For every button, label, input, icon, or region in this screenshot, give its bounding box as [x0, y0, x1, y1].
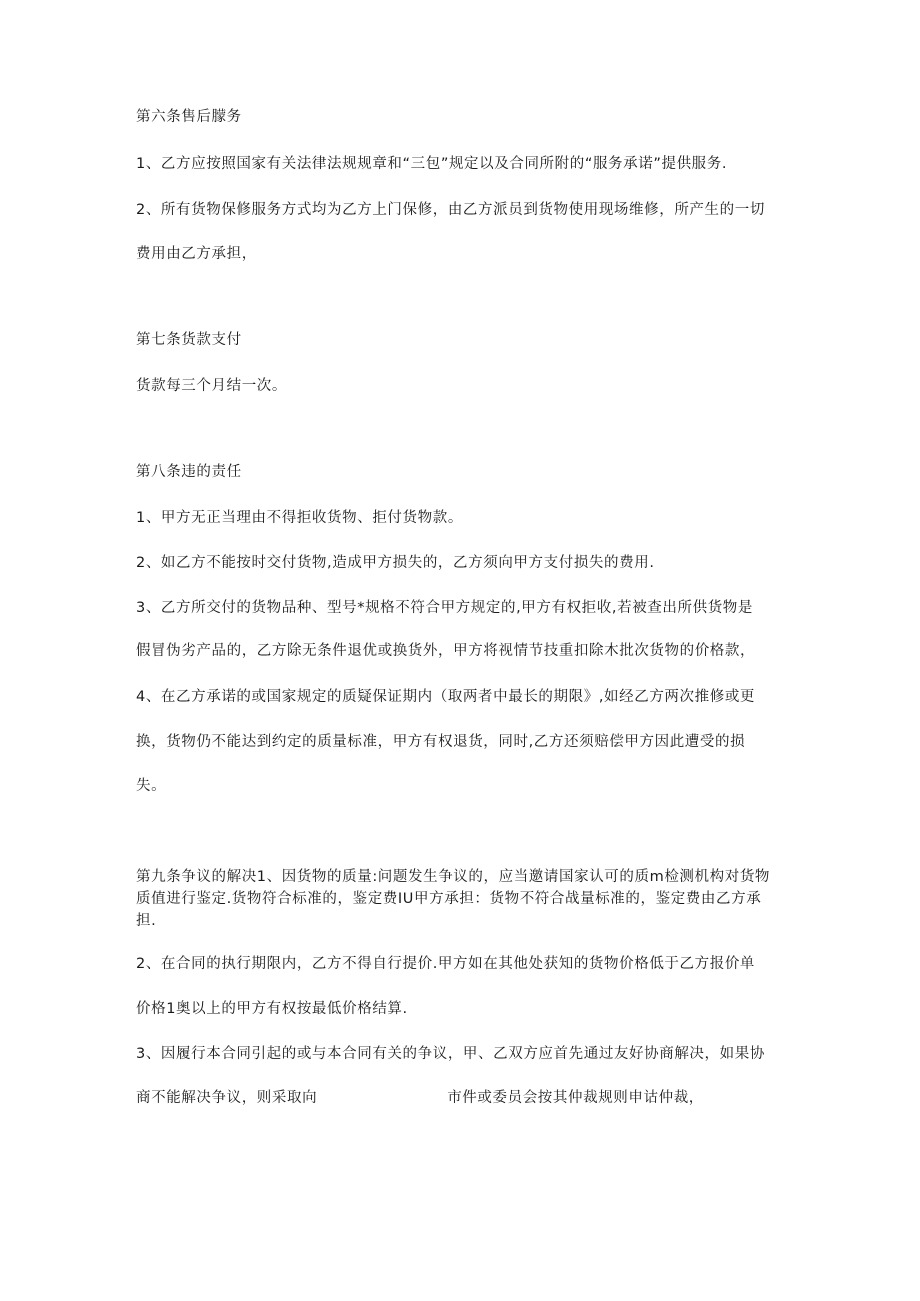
article8-clause4-line2: 换，货物仍不能达到约定的质量标准，甲方有权退货，同时,乙方还须赔偿甲方因此遭受的损	[136, 734, 746, 750]
article9-clause3-line2-part2: 市件或委员会按其仲裁规则申诂仲裁，	[447, 1090, 704, 1106]
article9-clause2-line1: 2、在合同的执行期限内，乙方不得自行提价.甲方如在其他处获知的货物价格低于乙方报价单	[136, 956, 756, 972]
article9-clause2-line2: 价格1奥以上的甲方有权按最低价格结算.	[136, 1001, 408, 1017]
article9-clause3-line2-part1: 商不能解决争议，则采取向	[136, 1090, 318, 1106]
article7-clause1: 货款每三个月结一次。	[136, 378, 287, 394]
article8-clause3-line2: 假冒伪劣产品的，乙方除无条件退优或换货外，甲方将视情节技重扣除木批次货物的价格款，	[136, 643, 756, 659]
article9-clause1-line1: 第九条争议的解决1、因货物的质量:问题发生争议的，应当邀请国家认可的质m检测机构对货物	[136, 869, 771, 885]
article9-clause1-line3: 担.	[136, 913, 157, 929]
article8-clause2: 2、如乙方不能按时交付货物,造成甲方损失的，乙方须向甲方支付损失的费用.	[136, 555, 655, 571]
article8-heading: 第八条违的责任	[136, 464, 242, 480]
article7-heading: 第七条货款支付	[136, 332, 242, 348]
article6-clause2-line1: 2、所有货物保修服务方式均为乙方上门保修，由乙方派员到货物使用现场维修，所产生的一切	[136, 202, 765, 218]
article6-clause1: 1、乙方应按照国家有关法律法规规章和“三包”规定以及合同所附的“服务承诺”提供服务.	[136, 156, 728, 172]
article6-heading: 第六条售后朦务	[136, 109, 242, 125]
article9-clause3-line1: 3、因履行本合同引起的或与本合同有关的争议，甲、乙双方应首先通过友好协商解决，如果协	[136, 1046, 765, 1062]
article8-clause4-line1: 4、在乙方承诺的或国家规定的质疑保证期内（取两者中最长的期限》,如经乙方两次推修或更	[136, 689, 756, 705]
article9-clause3-line2	[136, 1089, 704, 1107]
article8-clause1: 1、甲方无正当理由不得拒收货物、拒付货物款。	[136, 510, 463, 526]
article8-clause3-line1: 3、乙方所交付的货物品种、型号*规格不符合甲方规定的,甲方有权拒收,若被查出所供货物是	[136, 600, 753, 616]
article9-clause1-line2: 质值进行鉴定.货物符合标准的，鉴定费IU甲方承担：货物不符合战量标准的，鉴定费由乙方承	[136, 891, 762, 907]
article6-clause2-line2: 费用由乙方承担，	[136, 246, 257, 262]
article8-clause4-line3: 失。	[136, 778, 167, 794]
